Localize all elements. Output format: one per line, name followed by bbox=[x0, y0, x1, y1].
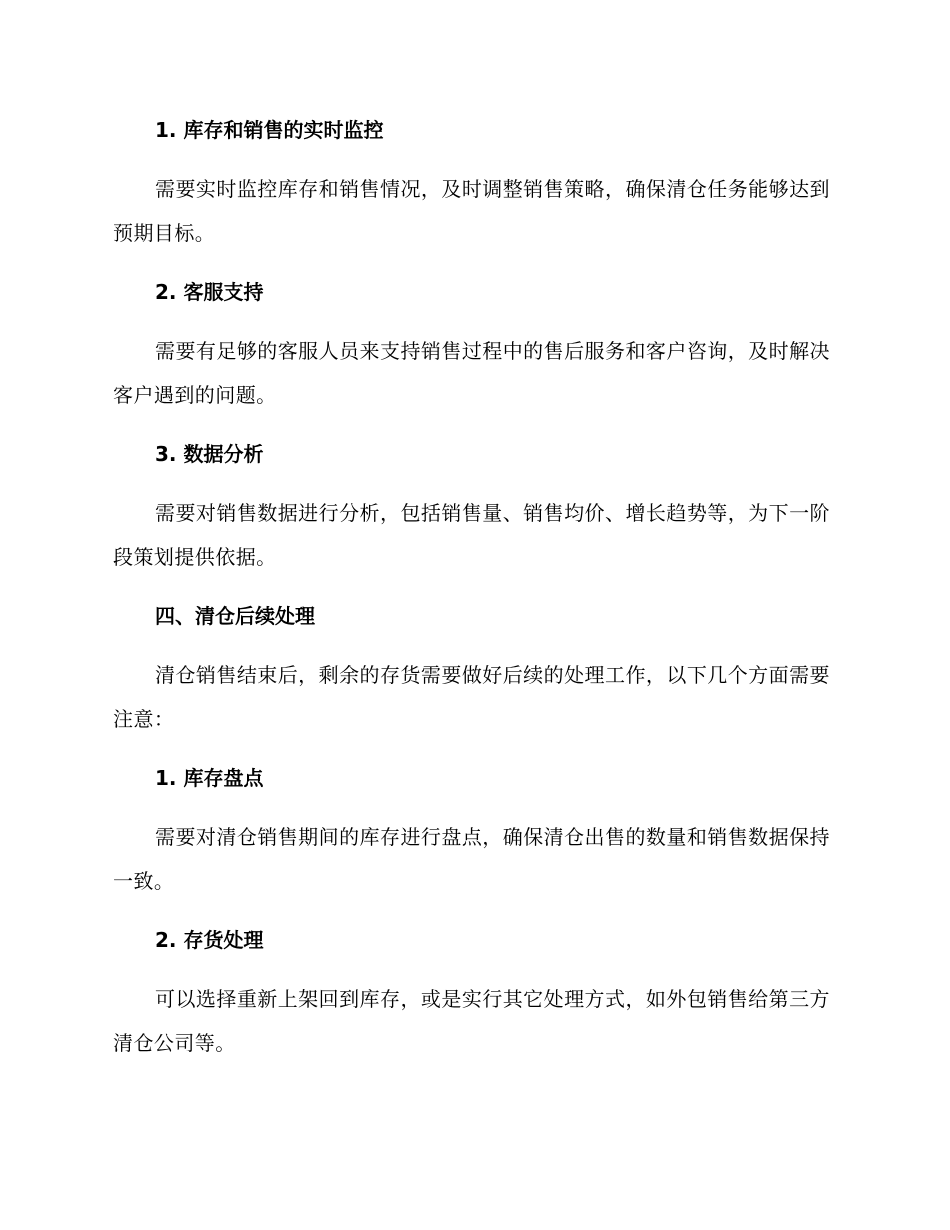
section-paragraph: 清仓销售结束后，剩余的存货需要做好后续的处理工作，以下几个方面需要注意： bbox=[113, 663, 830, 731]
section-heading: 2. 客服支持 bbox=[155, 280, 264, 304]
section-paragraph: 可以选择重新上架回到库存，或是实行其它处理方式，如外包销售给第三方清仓公司等。 bbox=[113, 987, 830, 1055]
section-paragraph: 需要对清仓销售期间的库存进行盘点，确保清仓出售的数量和销售数据保持一致。 bbox=[113, 825, 830, 893]
section-heading: 1. 库存盘点 bbox=[155, 766, 264, 790]
section-heading: 3. 数据分析 bbox=[155, 442, 264, 466]
section-heading: 2. 存货处理 bbox=[155, 928, 264, 952]
chapter-heading: 四、清仓后续处理 bbox=[155, 604, 315, 628]
section-paragraph: 需要有足够的客服人员来支持销售过程中的售后服务和客户咨询，及时解决客户遇到的问题。 bbox=[113, 339, 830, 407]
section-paragraph: 需要实时监控库存和销售情况，及时调整销售策略，确保清仓任务能够达到预期目标。 bbox=[113, 177, 830, 245]
document-body bbox=[113, 108, 830, 1080]
section-heading: 1. 库存和销售的实时监控 bbox=[155, 118, 384, 142]
section-paragraph: 需要对销售数据进行分析，包括销售量、销售均价、增长趋势等，为下一阶段策划提供依据。 bbox=[113, 501, 830, 569]
